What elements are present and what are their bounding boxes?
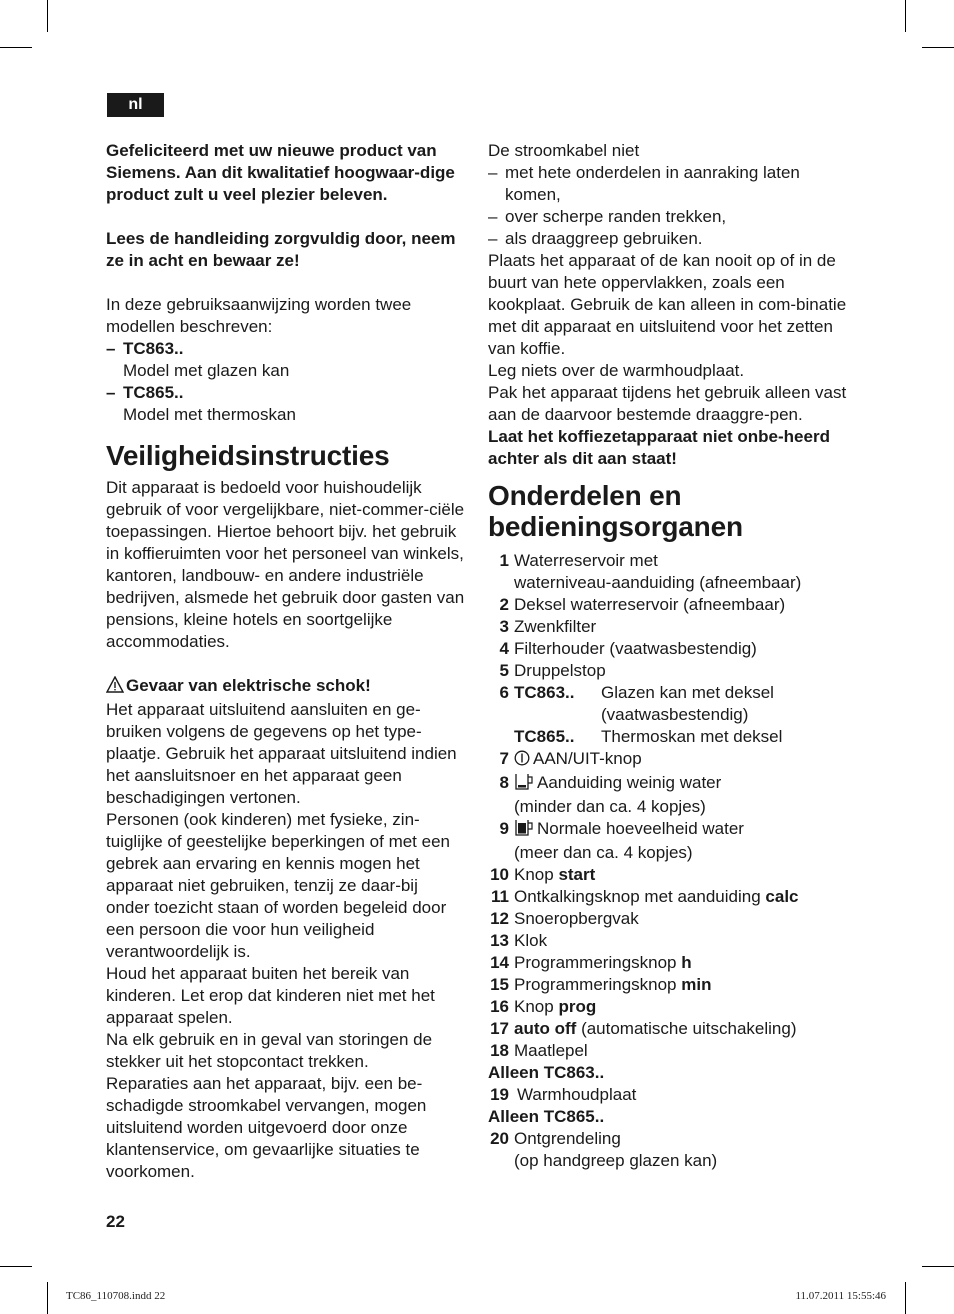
- item-number: 20: [490, 1129, 509, 1148]
- page-number: 22: [106, 1212, 125, 1231]
- list-item: [488, 886, 848, 908]
- item-text: Thermoskan met deksel: [601, 727, 783, 746]
- crop-mark: [905, 1282, 906, 1314]
- safety-paragraph: Houd het apparaat buiten het bereik van kinderen. Let erop dat kinderen niet met het apparaat spelen.: [106, 964, 435, 1027]
- item-number: 17: [490, 1019, 509, 1038]
- list-item: [488, 594, 848, 616]
- list-item: [488, 974, 848, 996]
- model-desc: Model met glazen kan: [123, 361, 290, 380]
- item-text: Aanduiding weinig water: [537, 773, 722, 792]
- item-number: 7: [499, 749, 509, 768]
- item-text: Snoeropbergvak: [514, 909, 639, 928]
- power-icon: [514, 750, 530, 772]
- item-text: Filterhouder (vaatwasbestendig): [514, 639, 757, 658]
- list-item: [488, 996, 848, 1018]
- item-text: Knop: [514, 997, 554, 1016]
- item-number: 11: [491, 887, 509, 906]
- item-text: Ontgrendeling: [514, 1129, 621, 1148]
- item-text: (op handgreep glazen kan): [514, 1151, 718, 1170]
- warning-title-text: Gevaar van elektrische schok!: [126, 676, 371, 695]
- item-number: 5: [499, 661, 509, 680]
- list-item: [488, 818, 848, 864]
- list-item: [488, 638, 848, 660]
- button-label: calc: [765, 887, 799, 906]
- item-text: Ontkalkingsknop met aanduiding: [514, 887, 761, 906]
- intended-use-paragraph: Dit apparaat is bedoeld voor huishoudelijk gebruik of voor vergelijkbare, niet-commer-ciële toepassingen. Hiertoe behoort bijv. het gebruik in koffieruimten voor het personeel van winkels, kantoren, landbouw- en andere industriële bedrijven, alsmede het gebruik door gasten van pensions, kleine hotels en soortgelijke accommodaties.: [106, 478, 465, 651]
- cable-item: – als draaggreep gebruiken.: [488, 228, 848, 250]
- item-number: 4: [499, 639, 509, 658]
- language-tab: nl: [107, 93, 164, 117]
- cable-item: – met hete onderdelen in aanraking laten komen,: [488, 162, 848, 206]
- item-text: Klok: [514, 931, 548, 950]
- item-text: Normale hoeveelheid water: [537, 819, 744, 838]
- list-item: [488, 908, 848, 930]
- button-label: auto off: [514, 1019, 577, 1038]
- item-number: 1: [499, 551, 509, 570]
- item-number: 16: [490, 997, 509, 1016]
- item-text: Deksel waterreservoir (afneembaar): [514, 595, 786, 614]
- item-text: (minder dan ca. 4 kopjes): [514, 797, 706, 816]
- item-text: (meer dan ca. 4 kopjes): [514, 843, 693, 862]
- safety-paragraph: Plaats het apparaat of de kan nooit op of in de buurt van hete oppervlakken, zoals een kookplaat. Gebruik de kan alleen in com-binatie met dit apparaat en uitsluitend voor het zetten van koffie.: [488, 251, 847, 358]
- button-label: h: [681, 953, 692, 972]
- item-number: 10: [490, 865, 509, 884]
- list-item: [488, 952, 848, 974]
- intro-greeting: Gefeliciteerd met uw nieuwe product van Siemens. Aan dit kwalitatief hoogwaar-dige product zult u veel plezier beleven.: [106, 141, 455, 204]
- list-item: [488, 748, 848, 772]
- crop-mark: [905, 0, 906, 32]
- list-item: [488, 1128, 848, 1172]
- safety-paragraph: Pak het apparaat tijdens het gebruik alleen vast aan de daarvoor bestemde draaggre-pen.: [488, 383, 847, 424]
- intro-read-manual: Lees de handleiding zorgvuldig door, neem ze in acht en bewaar ze!: [106, 229, 456, 270]
- item-text: Warmhoudplaat: [517, 1085, 637, 1104]
- warning-triangle-icon: [106, 676, 124, 699]
- footer-filename: TC86_110708.indd 22: [66, 1290, 166, 1302]
- model-code: TC863..: [514, 683, 575, 702]
- list-item: [488, 772, 848, 818]
- cable-item: – over scherpe randen trekken,: [488, 206, 848, 228]
- item-number: 18: [490, 1041, 509, 1060]
- list-item: [488, 660, 848, 682]
- list-item: [488, 1084, 848, 1106]
- item-number: 6: [499, 683, 509, 702]
- item-number: 12: [490, 909, 509, 928]
- safety-paragraph: Reparaties aan het apparaat, bijv. een be-schadigde stroomkabel vervangen, mogen uitsluitend worden uitgevoerd door onze klantenservice, om gevaarlijke situaties te voorkomen.: [106, 1074, 427, 1181]
- list-item: [488, 550, 848, 594]
- crop-mark: [47, 0, 48, 32]
- safety-paragraph: Leg niets over de warmhoudplaat.: [488, 361, 745, 380]
- parts-heading: [488, 480, 848, 542]
- item-number: 14: [490, 953, 509, 972]
- list-item: [488, 930, 848, 952]
- model-code: – TC865..: [106, 382, 466, 404]
- full-water-icon: [514, 819, 534, 842]
- footer-datetime: 11.07.2011 15:55:46: [795, 1290, 886, 1302]
- safety-paragraph: Personen (ook kinderen) met fysieke, zin-tuiglijke of geestelijke beperkingen of met een gebrek aan ervaring en kennis mogen het apparaat niet gebruiken, tenzij ze daar-bij onder toezicht staan of worden begeleid door een persoon die voor hun veiligheid verantwoordelijk is.: [106, 810, 450, 961]
- item-text: (automatische uitschakeling): [581, 1019, 797, 1038]
- item-text: (vaatwasbestendig): [601, 705, 749, 724]
- list-item: [488, 616, 848, 638]
- item-number: 19: [490, 1085, 509, 1104]
- item-number: 3: [499, 617, 509, 636]
- item-text: Zwenkfilter: [514, 617, 597, 636]
- parts-heading-line1: Onderdelen en: [488, 480, 682, 511]
- item-text: Glazen kan met deksel: [601, 683, 774, 702]
- cable-intro: De stroomkabel niet: [488, 141, 640, 160]
- parts-heading-line2: bedieningsorganen: [488, 511, 743, 542]
- right-column: [488, 140, 848, 1172]
- item-text: Waterreservoir met: [514, 551, 658, 570]
- item-number: 9: [499, 819, 509, 838]
- safety-paragraph: Het apparaat uitsluitend aansluiten en ge-bruiken volgens de gegevens op het type-plaatje. Gebruik het apparaat uitsluitend indien het aansluitsnoer en het apparaat geen beschadigingen vertonen.: [106, 700, 457, 807]
- item-text: Knop: [514, 865, 554, 884]
- list-item: [488, 1018, 848, 1040]
- only-tc863-label: Alleen TC863..: [488, 1063, 605, 1082]
- crop-mark: [922, 1266, 954, 1267]
- button-label: min: [681, 975, 712, 994]
- model-code: TC865..: [514, 727, 575, 746]
- final-warning: Laat het koffiezetapparaat niet onbe-heerd achter als dit aan staat!: [488, 427, 830, 468]
- item-text: Programmeringsknop: [514, 953, 677, 972]
- crop-mark: [0, 1266, 32, 1267]
- item-text: Programmeringsknop: [514, 975, 677, 994]
- model-code: – TC863..: [106, 338, 466, 360]
- only-tc865-label: Alleen TC865..: [488, 1107, 605, 1126]
- safety-heading: Veiligheidsinstructies: [106, 440, 390, 471]
- item-text: Druppelstop: [514, 661, 606, 680]
- item-text: AAN/UIT-knop: [533, 749, 642, 768]
- button-label: start: [558, 865, 596, 884]
- list-item: [488, 682, 848, 748]
- button-label: prog: [558, 997, 597, 1016]
- item-number: 13: [490, 931, 509, 950]
- item-text: waterniveau-aanduiding (afneembaar): [514, 573, 802, 592]
- crop-mark: [922, 47, 954, 48]
- crop-mark: [0, 47, 32, 48]
- item-number: 15: [490, 975, 509, 994]
- low-water-icon: [514, 773, 534, 796]
- item-number: 2: [499, 595, 509, 614]
- model-desc: Model met thermoskan: [123, 405, 296, 424]
- item-number: 8: [499, 773, 509, 792]
- list-item: [488, 1040, 848, 1062]
- list-item: [488, 864, 848, 886]
- parts-list: [488, 550, 848, 1172]
- crop-mark: [47, 1282, 48, 1314]
- item-text: Maatlepel: [514, 1041, 588, 1060]
- models-intro: In deze gebruiksaanwijzing worden twee modellen beschreven:: [106, 295, 412, 336]
- warning-title: [106, 675, 466, 699]
- safety-paragraph: Na elk gebruik en in geval van storingen de stekker uit het stopcontact trekken.: [106, 1030, 433, 1071]
- left-column: [106, 140, 466, 1183]
